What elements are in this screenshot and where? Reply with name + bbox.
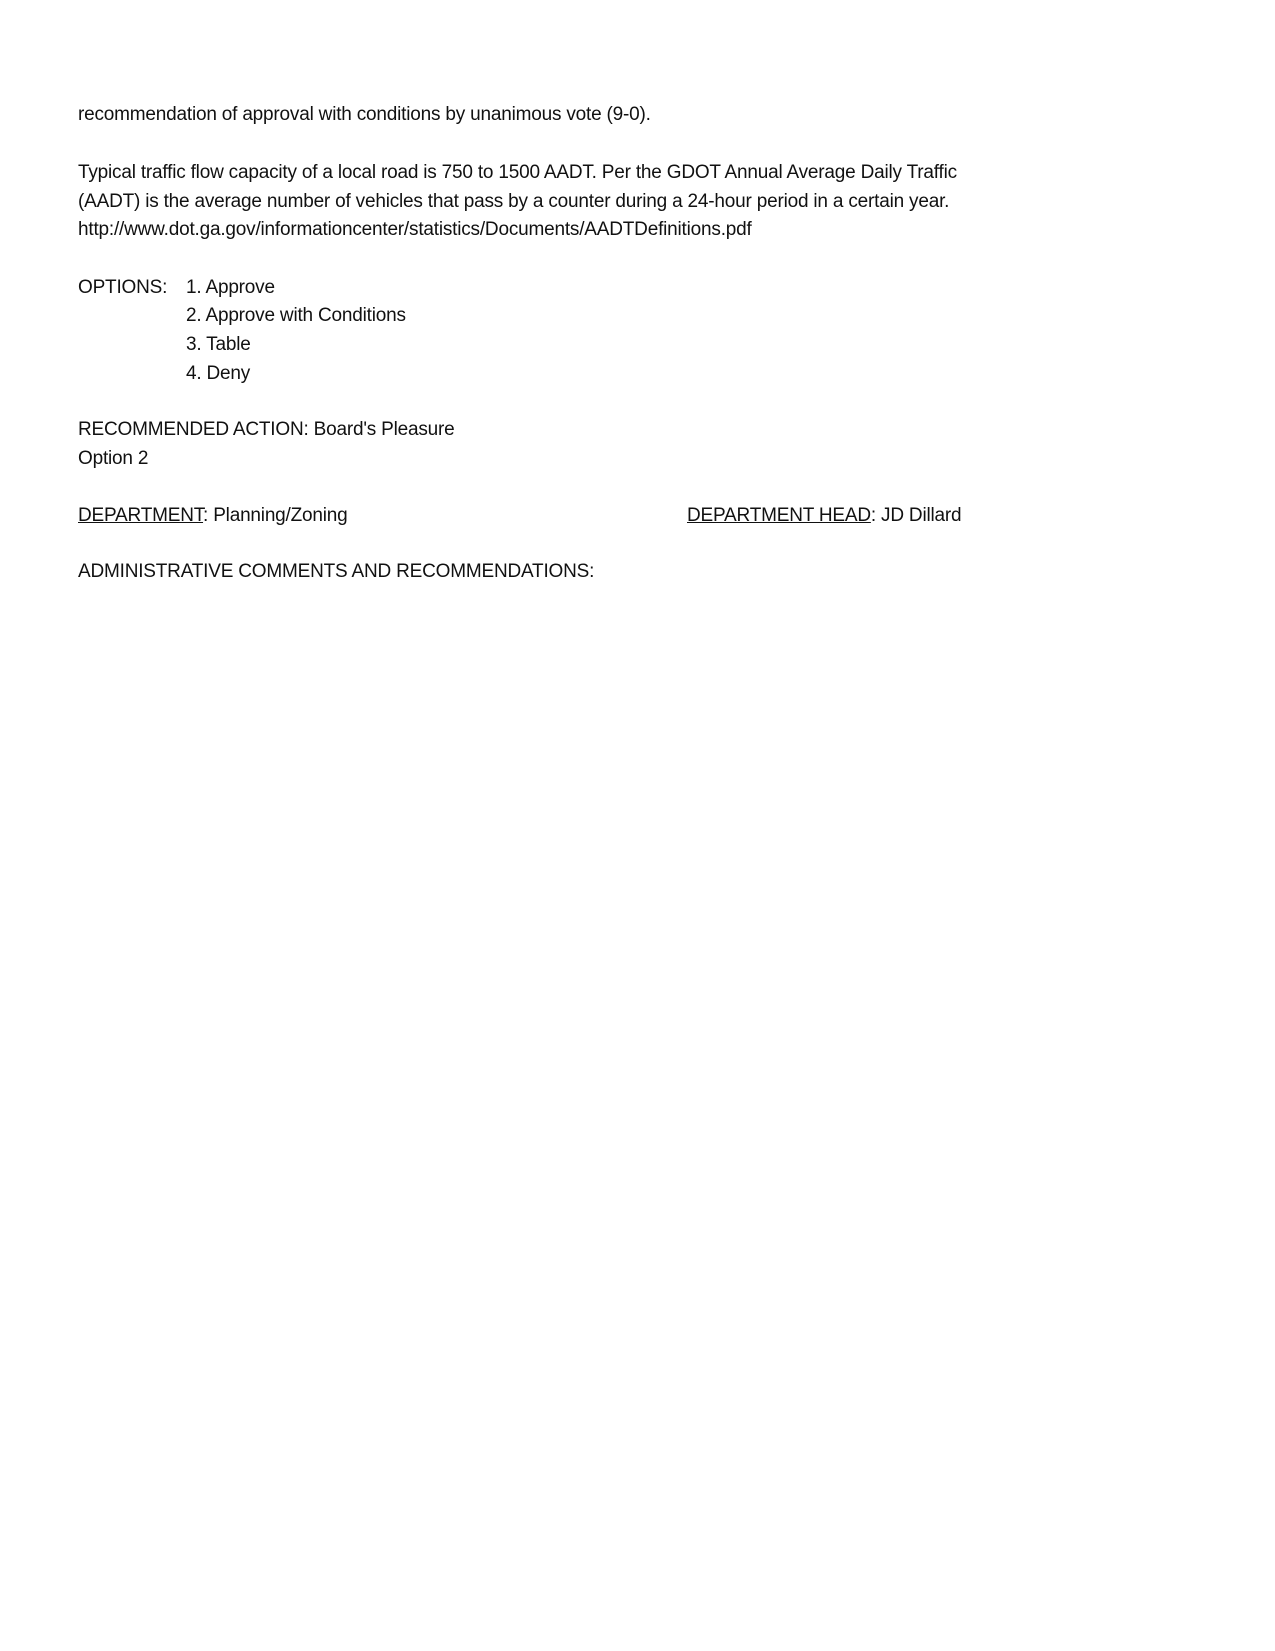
traffic-text-line: Typical traffic flow capacity of a local road is 750 to 1500 AADT. Per the GDOT Annual Average Daily Traffic — [78, 162, 957, 183]
option-item: 1. Approve — [186, 277, 275, 298]
department-label: DEPARTMENT — [78, 505, 204, 526]
option-item: 2. Approve with Conditions — [186, 305, 406, 326]
option-item: 4. Deny — [186, 363, 251, 384]
option-item: 3. Table — [186, 334, 251, 355]
gdot-link[interactable]: http://www.dot.ga.gov/informationcenter/statistics/Documents/AADTDefinitions.pdf — [78, 219, 752, 240]
department-head-value: : JD Dillard — [870, 505, 962, 526]
department-head — [687, 501, 961, 530]
admin-comments-heading: ADMINISTRATIVE COMMENTS AND RECOMMENDATIONS: — [78, 561, 595, 582]
department-head-label: DEPARTMENT HEAD — [687, 505, 871, 526]
department — [78, 501, 348, 530]
options-label: OPTIONS: — [78, 277, 168, 298]
recommended-action: RECOMMENDED ACTION: Board's Pleasure — [78, 419, 455, 440]
traffic-text-line: (AADT) is the average number of vehicles that pass by a counter during a 24-hour period in a certain year. — [78, 191, 950, 212]
recommended-option: Option 2 — [78, 448, 149, 469]
department-value: : Planning/Zoning — [203, 505, 348, 526]
vote-text: recommendation of approval with conditions by unanimous vote (9-0). — [78, 104, 651, 125]
